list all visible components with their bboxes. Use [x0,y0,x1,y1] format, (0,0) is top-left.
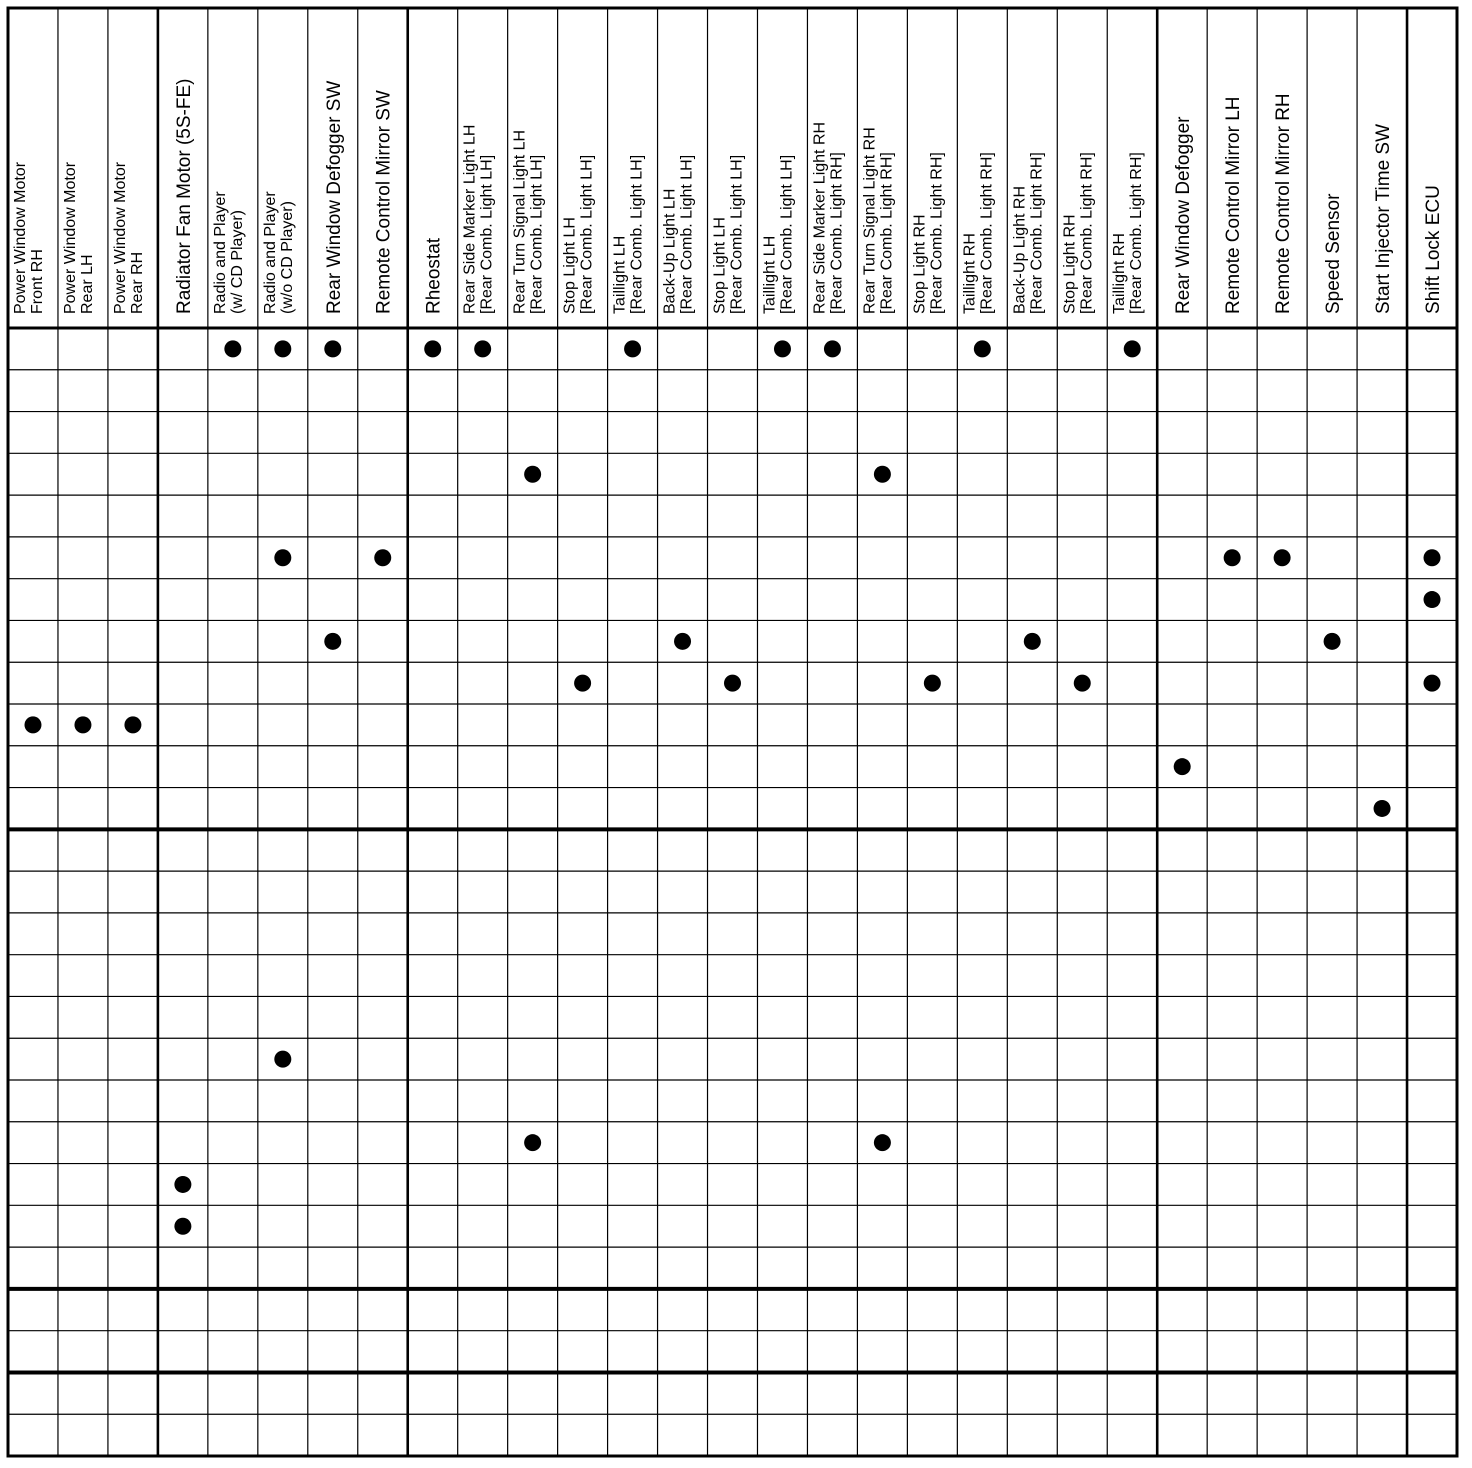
connection-dot [1424,549,1441,566]
column-header-label: Shift Lock ECU [1423,185,1445,314]
column-header-label: Power Window Motor [61,161,79,314]
connection-dot [424,340,441,357]
column-header-label: Power Window Motor [111,161,129,314]
column-header-label: [Rear Comb. Light RH] [1078,152,1096,314]
connection-dot [74,716,91,733]
connection-dot [1374,800,1391,817]
column-header-label: Stop Light LH [711,217,729,314]
column-header-label: Rear Window Defogger SW [323,80,345,314]
connection-dot [924,675,941,692]
column-header-label: [Rear Comb. Light LH] [728,154,746,314]
column-header-label: Remote Control Mirror LH [1223,96,1245,314]
connection-dot [124,716,141,733]
column-header-label: [Rear Comb. Light LH] [478,154,496,314]
column-header-label: [Rear Comb. Light RH] [978,152,996,314]
connection-dot [174,1176,191,1193]
column-header-label: Power Window Motor [11,161,29,314]
connection-dot [674,633,691,650]
column-header-label: Rear Side Marker Light LH [461,124,479,314]
connection-dot [324,340,341,357]
connection-dot [1274,549,1291,566]
connection-dot [524,1134,541,1151]
column-header-label: Taillight LH [761,235,779,314]
column-header-label: Stop Light RH [1061,214,1079,314]
connection-dot [774,340,791,357]
connection-dot [724,675,741,692]
connection-dot [324,633,341,650]
connection-dot [824,340,841,357]
connection-dot [974,340,991,357]
column-header-label: [Rear Comb. Light LH] [628,154,646,314]
connection-dot [1424,675,1441,692]
column-header-label: Taillight LH [611,235,629,314]
column-header-label: Rear Turn Signal Light LH [511,129,529,314]
column-header-label: Back-Up Light LH [661,188,679,314]
column-header-label: [Rear Comb. Light LH] [578,154,596,314]
column-header-label: [Rear Comb. Light RH] [878,152,896,314]
column-header-label: (w/ CD Player) [228,209,246,314]
column-header-label: Front RH [28,249,46,314]
connection-dot [874,466,891,483]
column-header-label: Radiator Fan Motor (5S-FE) [173,78,195,314]
column-header-label: Taillight RH [961,233,979,314]
column-header-label: Stop Light LH [561,217,579,314]
connection-dot [574,675,591,692]
column-header-label: Speed Sensor [1323,193,1345,314]
column-header-label: Rheostat [423,237,445,314]
column-header-label: Back-Up Light RH [1011,185,1029,314]
column-header-label: Rear LH [78,254,96,314]
column-header-label: [Rear Comb. Light RH] [1128,152,1146,314]
connection-dot [1024,633,1041,650]
connection-dot [1174,758,1191,775]
column-headers [12,79,1444,314]
connection-dot [24,716,41,733]
connection-dot [874,1134,891,1151]
column-header-label: [Rear Comb. Light LH] [528,154,546,314]
column-header-label: Taillight RH [1111,233,1129,314]
column-header-label: Radio and Player [261,191,279,314]
column-header-label: [Rear Comb. Light LH] [678,154,696,314]
column-header-label: Stop Light RH [911,214,929,314]
connection-dot [1124,340,1141,357]
column-header-label: Start Injector Time SW [1373,123,1395,314]
column-header-label: (w/o CD Player) [278,201,296,314]
connection-dot [374,549,391,566]
connection-dot [274,549,291,566]
column-header-label: Remote Control Mirror RH [1273,93,1295,314]
column-header-label: [Rear Comb. Light RH] [828,152,846,314]
column-header-label: Rear Turn Signal Light RH [861,127,879,314]
connection-dot [1424,591,1441,608]
connection-dot [174,1218,191,1235]
connection-dot [1224,549,1241,566]
column-header-label: Remote Control Mirror SW [373,90,395,314]
column-header-label: [Rear Comb. Light LH] [778,154,796,314]
column-header-label: [Rear Comb. Light RH] [1028,152,1046,314]
column-header-label: Rear RH [128,251,146,314]
column-header-label: Rear Side Marker Light RH [811,121,829,314]
column-header-label: Rear Window Defogger [1173,116,1195,314]
connection-dot [224,340,241,357]
connection-dot [524,466,541,483]
connection-dot [1074,675,1091,692]
connection-dot [274,340,291,357]
column-header-label: [Rear Comb. Light RH] [928,152,946,314]
connection-dot [624,340,641,357]
connection-dot [274,1051,291,1068]
column-header-label: Radio and Player [211,191,229,314]
connection-dot [474,340,491,357]
connection-dot [1324,633,1341,650]
